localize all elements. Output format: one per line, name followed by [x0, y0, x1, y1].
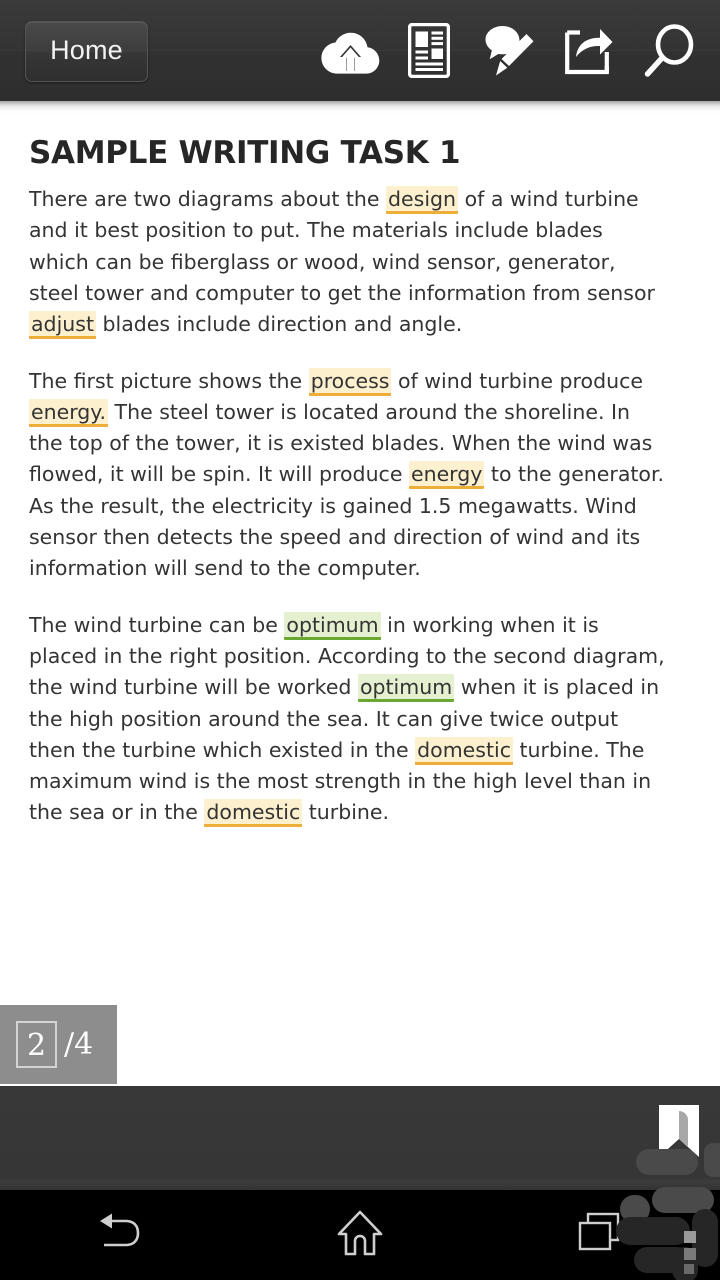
- android-navbar: [0, 1190, 720, 1280]
- paragraph-2: The first picture shows the process of wind turbine produce energy. The steel tower is located around the shoreline. In the top of the tower, it is existed blades. When the wind was flowed, it will be spin. It will produce energy to the generator. As the result, the electricity is gained 1.5 megawatts. Wind sensor then detects the speed and direction of wind and its information will send to the computer.: [29, 368, 665, 581]
- document-body: [29, 136, 669, 829]
- page-title: SAMPLE WRITING TASK 1: [29, 135, 461, 171]
- top-toolbar: [0, 0, 720, 101]
- highlight-green[interactable]: optimum: [358, 674, 454, 702]
- home-button[interactable]: Home: [25, 21, 148, 82]
- home-outline-icon: [336, 1209, 384, 1261]
- nav-recents-button[interactable]: [510, 1190, 690, 1280]
- page-indicator-current: 2: [16, 1021, 57, 1068]
- recents-squares-icon: [577, 1212, 623, 1258]
- document-page[interactable]: [0, 101, 720, 1086]
- cloud-upload-button[interactable]: [309, 0, 389, 101]
- document-layout-icon: [408, 23, 450, 78]
- paragraph-3: The wind turbine can be optimum in working when it is placed in the right position. According to the second diagram, the wind turbine will be worked optimum when it is placed in the high position around the sea. It can give twice output then the turbine which existed in the domestic turbine. The maximum wind is the most strength in the high level than in the sea or in the domestic turbine.: [29, 610, 669, 829]
- search-button[interactable]: [629, 0, 709, 101]
- highlight-amber[interactable]: domestic: [415, 737, 513, 765]
- paragraph-1: There are two diagrams about the design of a wind turbine and it best position to put. The materials include blades which can be fiberglass or wood, wind sensor, generator, steel tower and computer to get the information from sensor adjust blades include direction and angle.: [29, 184, 669, 340]
- bottom-bar: [0, 1086, 720, 1190]
- highlight-amber[interactable]: energy.: [29, 399, 108, 427]
- highlight-amber[interactable]: energy: [409, 461, 484, 489]
- nav-back-button[interactable]: [30, 1190, 210, 1280]
- page-indicator-total: /4: [64, 1026, 94, 1062]
- share-export-icon: [564, 26, 614, 76]
- annotate-button[interactable]: [469, 0, 549, 101]
- highlight-amber[interactable]: domestic: [204, 799, 302, 827]
- highlight-amber[interactable]: adjust: [29, 311, 96, 339]
- highlight-amber[interactable]: design: [386, 186, 458, 214]
- highlight-amber[interactable]: process: [309, 368, 392, 396]
- share-export-button[interactable]: [549, 0, 629, 101]
- back-arrow-icon: [96, 1213, 144, 1257]
- search-icon: [643, 24, 695, 78]
- nav-home-button[interactable]: [270, 1190, 450, 1280]
- cloud-upload-icon: [318, 27, 380, 75]
- bookmark-button[interactable]: [659, 1105, 699, 1157]
- page-indicator: [0, 1005, 117, 1084]
- highlight-green[interactable]: optimum: [284, 612, 380, 640]
- document-layout-button[interactable]: [389, 0, 469, 101]
- toolbar-icon-group: [309, 0, 709, 101]
- annotate-icon: [483, 24, 535, 78]
